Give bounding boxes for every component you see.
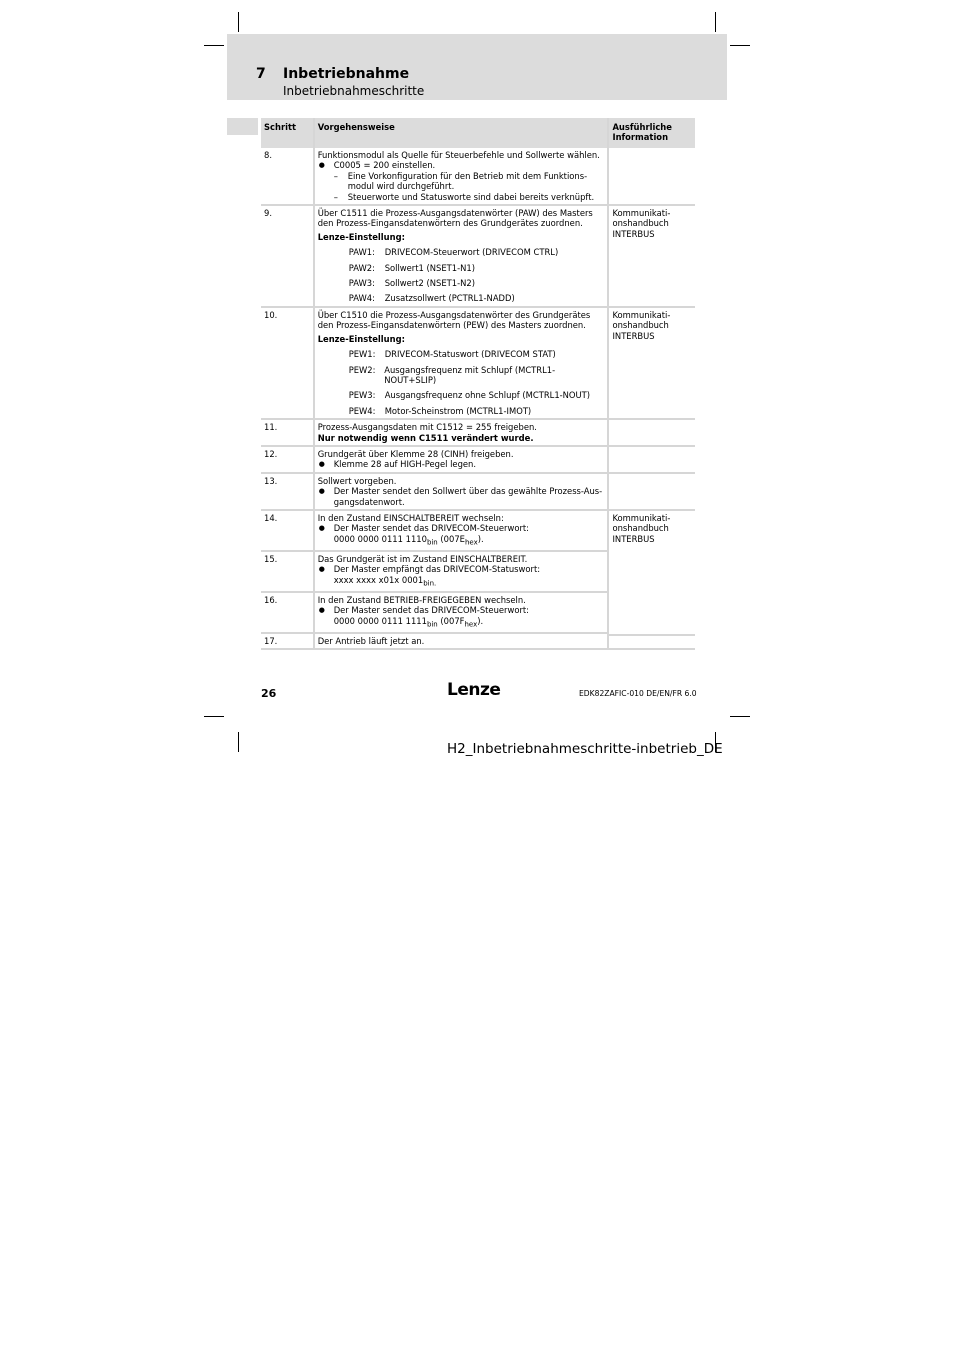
table-header-row <box>261 118 695 148</box>
dash-item: – Eine Vorkonfiguration für den Betrieb mit dem Funktionsmodul wird durchgeführt. <box>318 171 605 192</box>
table-row <box>261 634 695 650</box>
step-procedure <box>315 593 610 634</box>
step-text: Das Grundgerät ist im Zustand EINSCHALTBEREIT. <box>317 553 528 564</box>
subscript: bin. <box>423 579 437 588</box>
step-number: 17. <box>261 634 315 650</box>
setting-key: PAW3: <box>348 278 375 289</box>
subscript: hex <box>464 538 478 547</box>
steps-table <box>261 118 695 650</box>
setting-value: DRIVECOM-Steuerwort (DRIVECOM CTRL) <box>384 247 559 258</box>
step-info <box>609 634 695 650</box>
step-number: 8. <box>261 148 315 206</box>
chapter-number: 7 <box>256 66 266 82</box>
step-info <box>609 447 695 474</box>
setting-entry <box>318 406 605 416</box>
page-number: 26 <box>261 687 277 700</box>
crop-mark-left-bottom <box>204 716 224 717</box>
setting-value: Motor-Scheinstrom (MCTRL1-IMOT) <box>384 405 532 416</box>
hex-prefix: (007E <box>437 533 465 544</box>
table-row <box>261 308 695 420</box>
table-row <box>261 511 695 552</box>
binary-value: 0000 0000 0111 1110 <box>333 533 427 544</box>
crop-mark-right-top <box>730 45 750 46</box>
bullet-item: ● C0005 = 200 einstellen. <box>318 160 605 170</box>
crop-mark-left-top <box>204 45 224 46</box>
step-number: 15. <box>261 552 315 593</box>
table-row <box>261 447 695 474</box>
table-row <box>261 420 695 447</box>
control-word <box>318 616 605 630</box>
file-identifier: H2_Inbetriebnahmeschritte-inbetrieb_DE <box>447 741 723 757</box>
bullet-item: ● Klemme 28 auf HIGH-Pegel legen. <box>318 459 605 469</box>
step-text: Sollwert vorgeben. <box>317 475 397 486</box>
step-number: 11. <box>261 420 315 447</box>
step-text: Grundgerät über Klemme 28 (CINH) freigeben. <box>317 448 514 459</box>
table-row <box>261 206 695 308</box>
setting-key: PEW1: <box>348 349 376 360</box>
setting-value: Sollwert1 (NSET1-N1) <box>384 262 475 273</box>
setting-value: DRIVECOM-Statuswort (DRIVECOM STAT) <box>384 349 556 360</box>
setting-value: Zusatzsollwert (PCTRL1-NADD) <box>384 293 515 304</box>
table-row <box>261 474 695 511</box>
step-procedure <box>315 447 610 474</box>
step-procedure <box>315 474 610 511</box>
step-number: 9. <box>261 206 315 308</box>
bullet-item: ● Der Master empfängt das DRIVECOM-Statuswort: <box>318 564 605 574</box>
subscript: hex <box>464 620 478 629</box>
setting-value: Ausgangsfrequenz mit Schlupf (MCTRL1-NOUT+SLIP) <box>384 364 556 385</box>
step-text: Über C1511 die Prozess-Ausgangsdatenwörter (PAW) des Masters den Prozess-Eingansdatenwörtern des Grundgerätes zuordnen. <box>317 208 593 229</box>
setting-key: PEW4: <box>348 405 376 416</box>
step-info: Kommunikationshandbuch INTERBUS <box>609 308 695 420</box>
step-info <box>609 474 695 511</box>
table-row <box>261 148 695 206</box>
column-header-step: Schritt <box>261 118 315 148</box>
setting-key: PAW1: <box>348 247 375 258</box>
step-info: Kommunikationshandbuch INTERBUS <box>609 206 695 308</box>
step-procedure <box>315 308 610 420</box>
step-number: 14. <box>261 511 315 552</box>
column-header-procedure: Vorgehensweise <box>315 118 610 148</box>
status-word <box>318 575 605 589</box>
crop-mark-top-left <box>238 12 239 32</box>
step-number: 16. <box>261 593 315 634</box>
subscript: bin <box>426 620 438 629</box>
binary-value: xxxx xxxx x01x 0001 <box>333 574 424 585</box>
setting-label: Lenze-Einstellung: <box>317 231 405 242</box>
side-marker <box>227 118 258 135</box>
step-procedure <box>315 634 610 650</box>
step-note: Nur notwendig wenn C1511 verändert wurde. <box>317 432 534 443</box>
step-number: 13. <box>261 474 315 511</box>
setting-entry <box>318 390 605 400</box>
column-header-information: Ausführliche Information <box>609 118 695 148</box>
setting-entry <box>318 293 605 303</box>
step-procedure <box>315 552 610 593</box>
step-text: Prozess-Ausgangsdaten mit C1512 = 255 freigeben. <box>317 422 537 433</box>
setting-entry <box>318 278 605 288</box>
setting-value: Sollwert2 (NSET1-N2) <box>384 278 475 289</box>
bullet-item: ● Der Master sendet das DRIVECOM-Steuerwort: <box>318 605 605 615</box>
crop-mark-bottom-left <box>238 732 239 752</box>
setting-label: Lenze-Einstellung: <box>317 333 405 344</box>
step-text: Funktionsmodul als Quelle für Steuerbefehle und Sollwerte wählen. <box>317 150 600 160</box>
step-number: 12. <box>261 447 315 474</box>
setting-value: Ausgangsfrequenz ohne Schlupf (MCTRL1-NOUT) <box>384 390 591 401</box>
step-text: In den Zustand BETRIEB-FREIGEGEBEN wechseln. <box>317 594 526 605</box>
hex-prefix: (007F <box>437 615 465 626</box>
step-text: Über C1510 die Prozess-Ausgangsdatenwörter des Grundgerätes den Prozess-Eingansdatenwörtern (PEW) des Masters zuordnen. <box>317 309 591 331</box>
bullet-item: ● Der Master sendet das DRIVECOM-Steuerwort: <box>318 523 605 533</box>
lenze-logo: Lenze <box>447 680 501 700</box>
step-procedure <box>315 511 610 552</box>
dash-item: – Steuerworte und Statusworte sind dabei bereits verknüpft. <box>318 192 605 202</box>
crop-mark-top-right <box>715 12 716 32</box>
step-procedure <box>315 206 610 308</box>
subscript: bin <box>426 538 438 547</box>
setting-key: PAW4: <box>348 293 375 304</box>
step-info <box>609 420 695 447</box>
hex-suffix: ). <box>477 615 484 626</box>
hex-suffix: ). <box>477 533 484 544</box>
chapter-title: Inbetriebnahme <box>283 66 410 82</box>
setting-entry <box>318 349 605 359</box>
setting-entry <box>318 247 605 257</box>
step-info: Kommunikationshandbuch INTERBUS <box>612 512 671 544</box>
bullet-item: ● Der Master sendet den Sollwert über das gewählte Prozess-Ausgangsdatenwort. <box>318 486 605 507</box>
crop-mark-right-bottom <box>730 716 750 717</box>
setting-entry <box>318 365 605 386</box>
step-text: In den Zustand EINSCHALTBEREIT wechseln: <box>317 512 504 523</box>
control-word <box>318 534 605 548</box>
chapter-subtitle: Inbetriebnahmeschritte <box>283 84 425 98</box>
setting-entry <box>318 263 605 273</box>
step-procedure <box>315 148 610 206</box>
binary-value: 0000 0000 0111 1111 <box>333 615 427 626</box>
step-number: 10. <box>261 308 315 420</box>
setting-key: PEW3: <box>348 390 376 401</box>
step-text: Der Antrieb läuft jetzt an. <box>317 635 425 646</box>
document-reference: EDK82ZAFIC-010 DE/EN/FR 6.0 <box>579 689 697 698</box>
setting-key: PEW2: <box>348 364 376 375</box>
setting-key: PAW2: <box>348 262 375 273</box>
step-procedure <box>315 420 610 447</box>
step-info <box>609 148 695 206</box>
